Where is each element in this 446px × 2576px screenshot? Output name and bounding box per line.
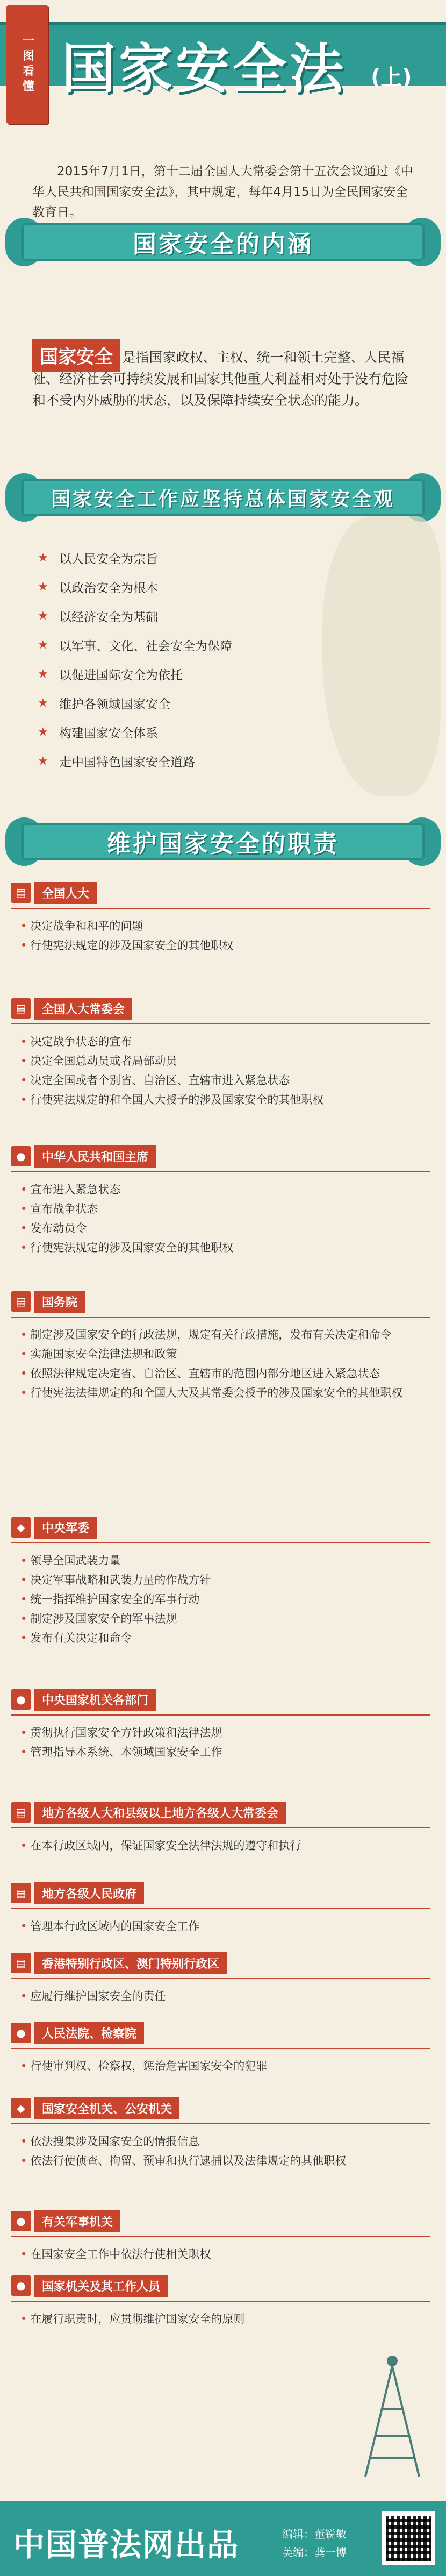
star-icon: ★ — [38, 667, 48, 681]
duty-items — [11, 2309, 435, 2329]
duty-title: 地方各级人民政府 — [34, 1882, 144, 1904]
duty-items — [11, 2132, 435, 2171]
duty-item: • 依法行使侦查、拘留、预审和执行逮捕以及法律规定的其他职权 — [20, 2151, 435, 2171]
view-item-text: 以军事、文化、社会安全为保障 — [59, 639, 232, 653]
qr-code — [382, 2511, 435, 2565]
star-icon: ★ — [38, 551, 48, 565]
duty-title: 国家安全机关、公安机关 — [34, 2097, 179, 2119]
view-list-item — [38, 746, 339, 775]
section-banner-view — [5, 473, 441, 522]
intro-paragraph: 2015年7月1日，第十二届全国人大常委会第十五次会议通过《中华人民共和国国家安全法》，其中规定，每年4月15日为全民国家安全教育日。 — [32, 165, 413, 219]
view-list-item — [38, 688, 339, 717]
view-list-item — [38, 630, 339, 659]
duty-title: 国家机关及其工作人员 — [34, 2275, 168, 2297]
duty-item: • 在本行政区域内，保证国家安全法律法规的遵守和执行 — [20, 1836, 435, 1855]
duty-item: • 在国家安全工作中依法行使相关职权 — [20, 2245, 435, 2264]
duty-title: 有关军事机关 — [34, 2210, 120, 2232]
editor-credit: 编辑：董锐敏 — [282, 2528, 347, 2541]
footer-title: 中国普法网出品 — [13, 2527, 240, 2563]
view-item-text: 构建国家安全体系 — [59, 726, 158, 741]
divider — [11, 1908, 430, 1909]
divider — [11, 1714, 430, 1716]
building-icon: ▤ — [11, 998, 31, 1019]
person-icon: ● — [11, 1146, 31, 1166]
duty-items — [11, 1723, 435, 1762]
duty-title: 中央军委 — [34, 1517, 97, 1539]
duty-item: • 依照法律规定决定省、自治区、直辖市的范围内部分地区进入紧急状态 — [20, 1364, 435, 1383]
divider — [11, 908, 430, 909]
duty-block — [11, 2275, 435, 2329]
view-item-text: 走中国特色国家安全道路 — [59, 755, 195, 770]
duty-block — [11, 1145, 435, 1257]
section-title: 维护国家安全的职责 — [107, 830, 339, 858]
person-icon: ● — [11, 2211, 31, 2231]
page-title: 国家安全法 — [62, 38, 347, 101]
duty-block — [11, 1517, 435, 1648]
duty-header — [11, 1291, 435, 1312]
duty-title: 人民法院、检察院 — [34, 2022, 144, 2044]
duty-header — [11, 1952, 435, 1974]
view-item-text: 以经济安全为基础 — [59, 610, 158, 624]
building-icon: ▤ — [11, 883, 31, 903]
duty-block — [11, 998, 435, 1109]
duty-items — [11, 2056, 435, 2076]
divider — [11, 1542, 430, 1543]
view-item-text: 以促进国际安全为依托 — [59, 668, 183, 682]
designer-credit: 美编：龚一博 — [282, 2546, 347, 2559]
duty-title: 国务院 — [34, 1291, 85, 1313]
duty-item: • 行使宪法规定的和全国人大授予的涉及国家安全的其他职权 — [20, 1090, 435, 1109]
duty-header — [11, 2275, 435, 2296]
duty-item: • 决定战争和和平的问题 — [20, 916, 435, 936]
duty-items — [11, 1836, 435, 1855]
divider — [11, 1171, 430, 1172]
view-list — [38, 543, 339, 775]
duty-block — [11, 2210, 435, 2264]
duty-item: • 行使宪法规定的涉及国家安全的其他职权 — [20, 936, 435, 955]
duty-title: 中央国家机关各部门 — [34, 1689, 156, 1711]
duty-item: • 发布有关决定和命令 — [20, 1628, 435, 1648]
view-item-text: 维护各领域国家安全 — [59, 697, 170, 711]
duty-item: • 管理指导本系统、本领域国家安全工作 — [20, 1742, 435, 1762]
duty-header — [11, 998, 435, 1019]
building-icon: ▤ — [11, 1953, 31, 1973]
duty-block — [11, 1291, 435, 1403]
duty-item: • 宣布进入紧急状态 — [20, 1180, 435, 1199]
star-icon: ★ — [38, 696, 48, 710]
duty-block — [11, 2097, 435, 2171]
duty-item: • 行使宪法法律规定的和全国人大及其常委会授予的涉及国家安全的其他职权 — [20, 1383, 435, 1403]
duty-title: 中华人民共和国主席 — [34, 1145, 156, 1168]
duty-header — [11, 2022, 435, 2044]
person-icon: ● — [11, 2275, 31, 2296]
duty-header — [11, 1689, 435, 1710]
duty-block — [11, 1689, 435, 1762]
divider — [11, 2236, 430, 2237]
duty-item: • 发布动员令 — [20, 1219, 435, 1238]
duty-item: • 宣布战争状态 — [20, 1199, 435, 1219]
view-list-item — [38, 717, 339, 746]
duty-block — [11, 2022, 435, 2076]
duty-title: 全国人大常委会 — [34, 998, 132, 1020]
star-icon: ★ — [38, 725, 48, 739]
duty-items — [11, 1325, 435, 1403]
divider — [11, 1023, 430, 1024]
view-list-item — [38, 572, 339, 601]
page-subtitle: (上) — [371, 65, 412, 90]
star-icon: ★ — [38, 580, 48, 594]
duty-header — [11, 882, 435, 903]
duty-item: • 行使宪法规定的涉及国家安全的其他职权 — [20, 1238, 435, 1257]
duty-header — [11, 1882, 435, 1904]
section-title: 国家安全的内涵 — [133, 231, 313, 258]
view-item-text: 以政治安全为根本 — [59, 581, 158, 595]
duty-item: • 应履行维护国家安全的责任 — [20, 1987, 435, 2006]
star-icon: ★ — [38, 754, 48, 768]
badge — [6, 5, 48, 124]
duty-items — [11, 1987, 435, 2006]
duty-title: 全国人大 — [34, 882, 97, 904]
footer-credits — [282, 2525, 347, 2561]
view-list-item — [38, 659, 339, 688]
divider — [11, 1827, 430, 1828]
duty-item: • 在履行职责时，应贯彻维护国家安全的原则 — [20, 2309, 435, 2329]
duty-item: • 实施国家安全法律法规和政策 — [20, 1344, 435, 1364]
concept-text: 是指国家政权、主权、统一和领土完整、人民福祉、经济社会可持续发展和国家其他重大利益相对处于没有危险和不受内外威胁的状态，以及保障持续安全状态的能力。 — [32, 350, 409, 408]
building-icon: ▤ — [11, 1883, 31, 1903]
duty-item: • 管理本行政区域内的国家安全工作 — [20, 1917, 435, 1936]
section-banner-meaning — [5, 218, 441, 266]
duty-block — [11, 1882, 435, 1936]
divider — [11, 2048, 430, 2049]
person-icon: ● — [11, 1689, 31, 1710]
duty-header — [11, 1145, 435, 1167]
duty-title: 香港特别行政区、澳门特别行政区 — [34, 1952, 227, 1974]
duty-header — [11, 1517, 435, 1538]
divider — [11, 2123, 430, 2124]
duty-title: 地方各级人大和县级以上地方各级人大常委会 — [34, 1802, 286, 1824]
china-map-decoration — [322, 516, 441, 796]
building-icon: ▤ — [11, 1802, 31, 1823]
star-icon: ★ — [38, 609, 48, 623]
duty-header — [11, 2210, 435, 2232]
building-icon: ▤ — [11, 1291, 31, 1312]
duty-item: • 行使审判权、检察权，惩治危害国家安全的犯罪 — [20, 2056, 435, 2076]
duty-header — [11, 2097, 435, 2119]
concept-term: 国家安全 — [32, 339, 120, 372]
shield-icon: ◆ — [11, 2098, 31, 2118]
duty-item: • 制定涉及国家安全的行政法规，规定有关行政措施，发布有关决定和命令 — [20, 1325, 435, 1344]
divider — [11, 2301, 430, 2302]
view-list-item — [38, 601, 339, 630]
duty-items — [11, 1917, 435, 1936]
duty-item: • 统一指挥维护国家安全的军事行动 — [20, 1590, 435, 1609]
duty-item: • 决定战争状态的宣布 — [20, 1032, 435, 1051]
duty-item: • 领导全国武装力量 — [20, 1551, 435, 1570]
divider — [11, 1978, 430, 1979]
duty-block — [11, 1802, 435, 1855]
duty-item: • 决定军事战略和武装力量的作战方针 — [20, 1570, 435, 1590]
duty-block — [11, 1952, 435, 2006]
footer — [0, 2501, 446, 2576]
duty-item: • 制定涉及国家安全的军事法规 — [20, 1609, 435, 1628]
divider — [11, 1317, 430, 1318]
tower-icon — [349, 2350, 435, 2479]
section-title: 国家安全工作应坚持总体国家安全观 — [51, 488, 395, 510]
star-icon: ★ — [38, 638, 48, 652]
view-list-item — [38, 543, 339, 572]
duty-items — [11, 2245, 435, 2264]
duty-item: • 贯彻执行国家安全方针政策和法律法规 — [20, 1723, 435, 1742]
duty-items — [11, 1032, 435, 1109]
section-banner-duties — [5, 817, 441, 866]
duty-header — [11, 1802, 435, 1823]
view-item-text: 以人民安全为宗旨 — [59, 552, 158, 566]
person-icon: ● — [11, 2023, 31, 2043]
duty-item: • 依法搜集涉及国家安全的情报信息 — [20, 2132, 435, 2151]
duty-items — [11, 916, 435, 955]
duty-items — [11, 1551, 435, 1648]
duty-items — [11, 1180, 435, 1257]
header — [0, 0, 446, 134]
badge-text: 一图看懂 — [20, 34, 34, 95]
duty-item: • 决定全国或者个别省、自治区、直辖市进入紧急状态 — [20, 1071, 435, 1090]
duty-item: • 决定全国总动员或者局部动员 — [20, 1051, 435, 1071]
duty-block — [11, 882, 435, 955]
shield-icon: ◆ — [11, 1517, 31, 1538]
